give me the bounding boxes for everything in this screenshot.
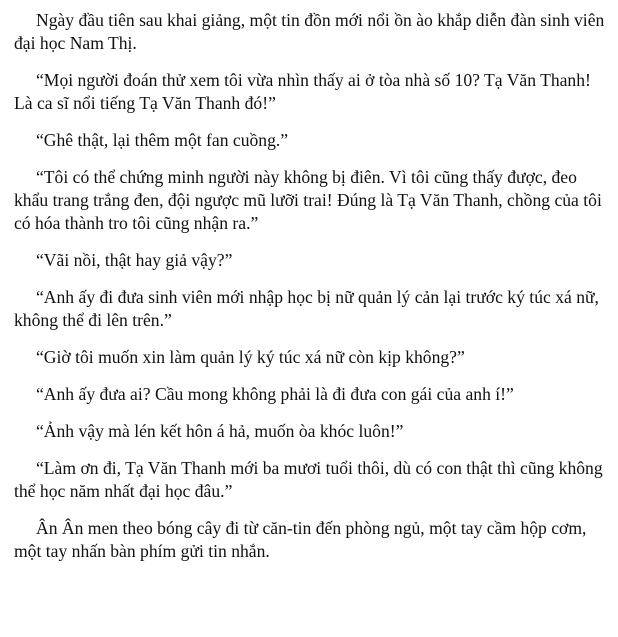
- paragraph-9: “Ảnh vậy mà lén kết hôn á hả, muốn òa khóc luôn!”: [36, 421, 404, 441]
- paragraph-10: “Làm ơn đi, Tạ Văn Thanh mới ba mươi tuổi thôi, dù có con thật thì cũng không thể học năm nhất đại học đâu.”: [14, 458, 603, 501]
- paragraph-1: Ngày đầu tiên sau khai giảng, một tin đồn mới nổi ồn ào khắp diễn đàn sinh viên đại học Nam Thị.: [14, 10, 605, 53]
- document-page: [14, 9, 606, 577]
- paragraph-8: “Anh ấy đưa ai? Cầu mong không phải là đi đưa con gái của anh í!”: [36, 384, 514, 404]
- paragraph-7: “Giờ tôi muốn xin làm quản lý ký túc xá nữ còn kịp không?”: [36, 347, 465, 367]
- paragraph-5: “Vãi nồi, thật hay giả vậy?”: [36, 250, 233, 270]
- paragraph-2: “Mọi người đoán thử xem tôi vừa nhìn thấy ai ở tòa nhà số 10? Tạ Văn Thanh! Là ca sĩ nổi tiếng Tạ Văn Thanh đó!”: [14, 70, 591, 113]
- paragraph-6: “Anh ấy đi đưa sinh viên mới nhập học bị nữ quản lý cản lại trước ký túc xá nữ, không thể đi lên trên.”: [14, 287, 599, 330]
- paragraph-11: Ân Ân men theo bóng cây đi từ căn-tin đến phòng ngủ, một tay cầm hộp cơm, một tay nhấn bàn phím gửi tin nhắn.: [14, 518, 587, 561]
- paragraph-4: “Tôi có thể chứng minh người này không bị điên. Vì tôi cũng thấy được, đeo khẩu trang trắng đen, đội ngược mũ lưỡi trai! Đúng là Tạ Văn Thanh, chồng của tôi có hóa thành tro tôi cũng nhận ra.”: [14, 167, 602, 233]
- paragraph-3: “Ghê thật, lại thêm một fan cuồng.”: [36, 130, 289, 150]
